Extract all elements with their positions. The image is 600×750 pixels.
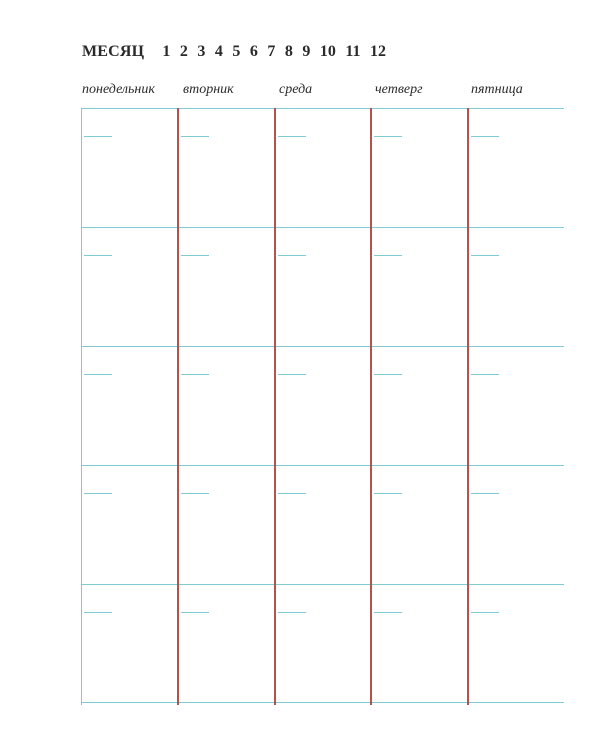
- day-cell-wednesday[interactable]: [276, 585, 371, 702]
- week-row-5: [82, 584, 564, 703]
- month-number-2[interactable]: 2: [179, 43, 188, 60]
- date-entry-line: [374, 374, 402, 375]
- day-cell-wednesday[interactable]: [276, 347, 371, 465]
- date-entry-line: [181, 374, 209, 375]
- date-entry-line: [181, 612, 209, 613]
- day-cell-tuesday[interactable]: [179, 466, 275, 584]
- date-entry-line: [84, 255, 112, 256]
- date-entry-line: [374, 493, 402, 494]
- month-number-9[interactable]: 9: [302, 43, 311, 60]
- month-number-12[interactable]: 12: [369, 43, 386, 60]
- calendar-header: [82, 38, 395, 66]
- week-row-4: [82, 465, 564, 584]
- date-entry-line: [84, 374, 112, 375]
- date-entry-line: [471, 136, 499, 137]
- day-cell-thursday[interactable]: [372, 347, 468, 465]
- weekday-header-wednesday: среда: [279, 82, 313, 97]
- day-cell-monday[interactable]: [82, 585, 178, 702]
- date-entry-line: [84, 493, 112, 494]
- date-entry-line: [278, 136, 306, 137]
- weekday-header-tuesday: вторник: [183, 82, 234, 97]
- calendar-grid: [81, 108, 563, 705]
- weekday-header-friday: пятница: [471, 82, 523, 97]
- day-cell-wednesday[interactable]: [276, 228, 371, 346]
- month-number-3[interactable]: 3: [197, 43, 206, 60]
- day-cell-tuesday[interactable]: [179, 347, 275, 465]
- column-divider: [467, 108, 469, 705]
- day-cell-monday[interactable]: [82, 109, 178, 227]
- day-cell-monday[interactable]: [82, 228, 178, 346]
- column-divider: [370, 108, 372, 705]
- month-number-list: [162, 43, 395, 61]
- weekday-header-monday: понедельник: [82, 82, 155, 97]
- day-cell-friday[interactable]: [469, 228, 564, 346]
- date-entry-line: [84, 136, 112, 137]
- date-entry-line: [181, 493, 209, 494]
- day-cell-monday[interactable]: [82, 466, 178, 584]
- date-entry-line: [471, 612, 499, 613]
- date-entry-line: [374, 612, 402, 613]
- day-cell-thursday[interactable]: [372, 228, 468, 346]
- day-cell-thursday[interactable]: [372, 585, 468, 702]
- date-entry-line: [84, 612, 112, 613]
- month-number-8[interactable]: 8: [284, 43, 293, 60]
- day-cell-thursday[interactable]: [372, 466, 468, 584]
- day-cell-tuesday[interactable]: [179, 228, 275, 346]
- date-entry-line: [181, 136, 209, 137]
- date-entry-line: [278, 612, 306, 613]
- date-entry-line: [471, 493, 499, 494]
- column-divider: [177, 108, 179, 705]
- month-number-11[interactable]: 11: [345, 43, 361, 60]
- day-cell-tuesday[interactable]: [179, 585, 275, 702]
- month-number-1[interactable]: 1: [162, 43, 171, 60]
- date-entry-line: [471, 255, 499, 256]
- date-entry-line: [278, 374, 306, 375]
- week-row-3: [82, 346, 564, 465]
- date-entry-line: [471, 374, 499, 375]
- month-number-4[interactable]: 4: [214, 43, 223, 60]
- day-cell-friday[interactable]: [469, 109, 564, 227]
- weekday-header-thursday: четверг: [375, 82, 423, 97]
- weekday-header-row: [82, 82, 562, 104]
- date-entry-line: [278, 493, 306, 494]
- month-number-7[interactable]: 7: [267, 43, 276, 60]
- day-cell-thursday[interactable]: [372, 109, 468, 227]
- month-label: МЕСЯЦ: [82, 43, 145, 60]
- week-row-1: [82, 108, 564, 227]
- date-entry-line: [278, 255, 306, 256]
- column-divider: [274, 108, 276, 705]
- day-cell-tuesday[interactable]: [179, 109, 275, 227]
- date-entry-line: [374, 136, 402, 137]
- week-row-2: [82, 227, 564, 346]
- day-cell-friday[interactable]: [469, 585, 564, 702]
- date-entry-line: [374, 255, 402, 256]
- date-entry-line: [181, 255, 209, 256]
- month-number-6[interactable]: 6: [249, 43, 258, 60]
- month-number-5[interactable]: 5: [232, 43, 241, 60]
- day-cell-friday[interactable]: [469, 347, 564, 465]
- day-cell-wednesday[interactable]: [276, 109, 371, 227]
- day-cell-wednesday[interactable]: [276, 466, 371, 584]
- day-cell-friday[interactable]: [469, 466, 564, 584]
- day-cell-monday[interactable]: [82, 347, 178, 465]
- month-number-10[interactable]: 10: [319, 43, 336, 60]
